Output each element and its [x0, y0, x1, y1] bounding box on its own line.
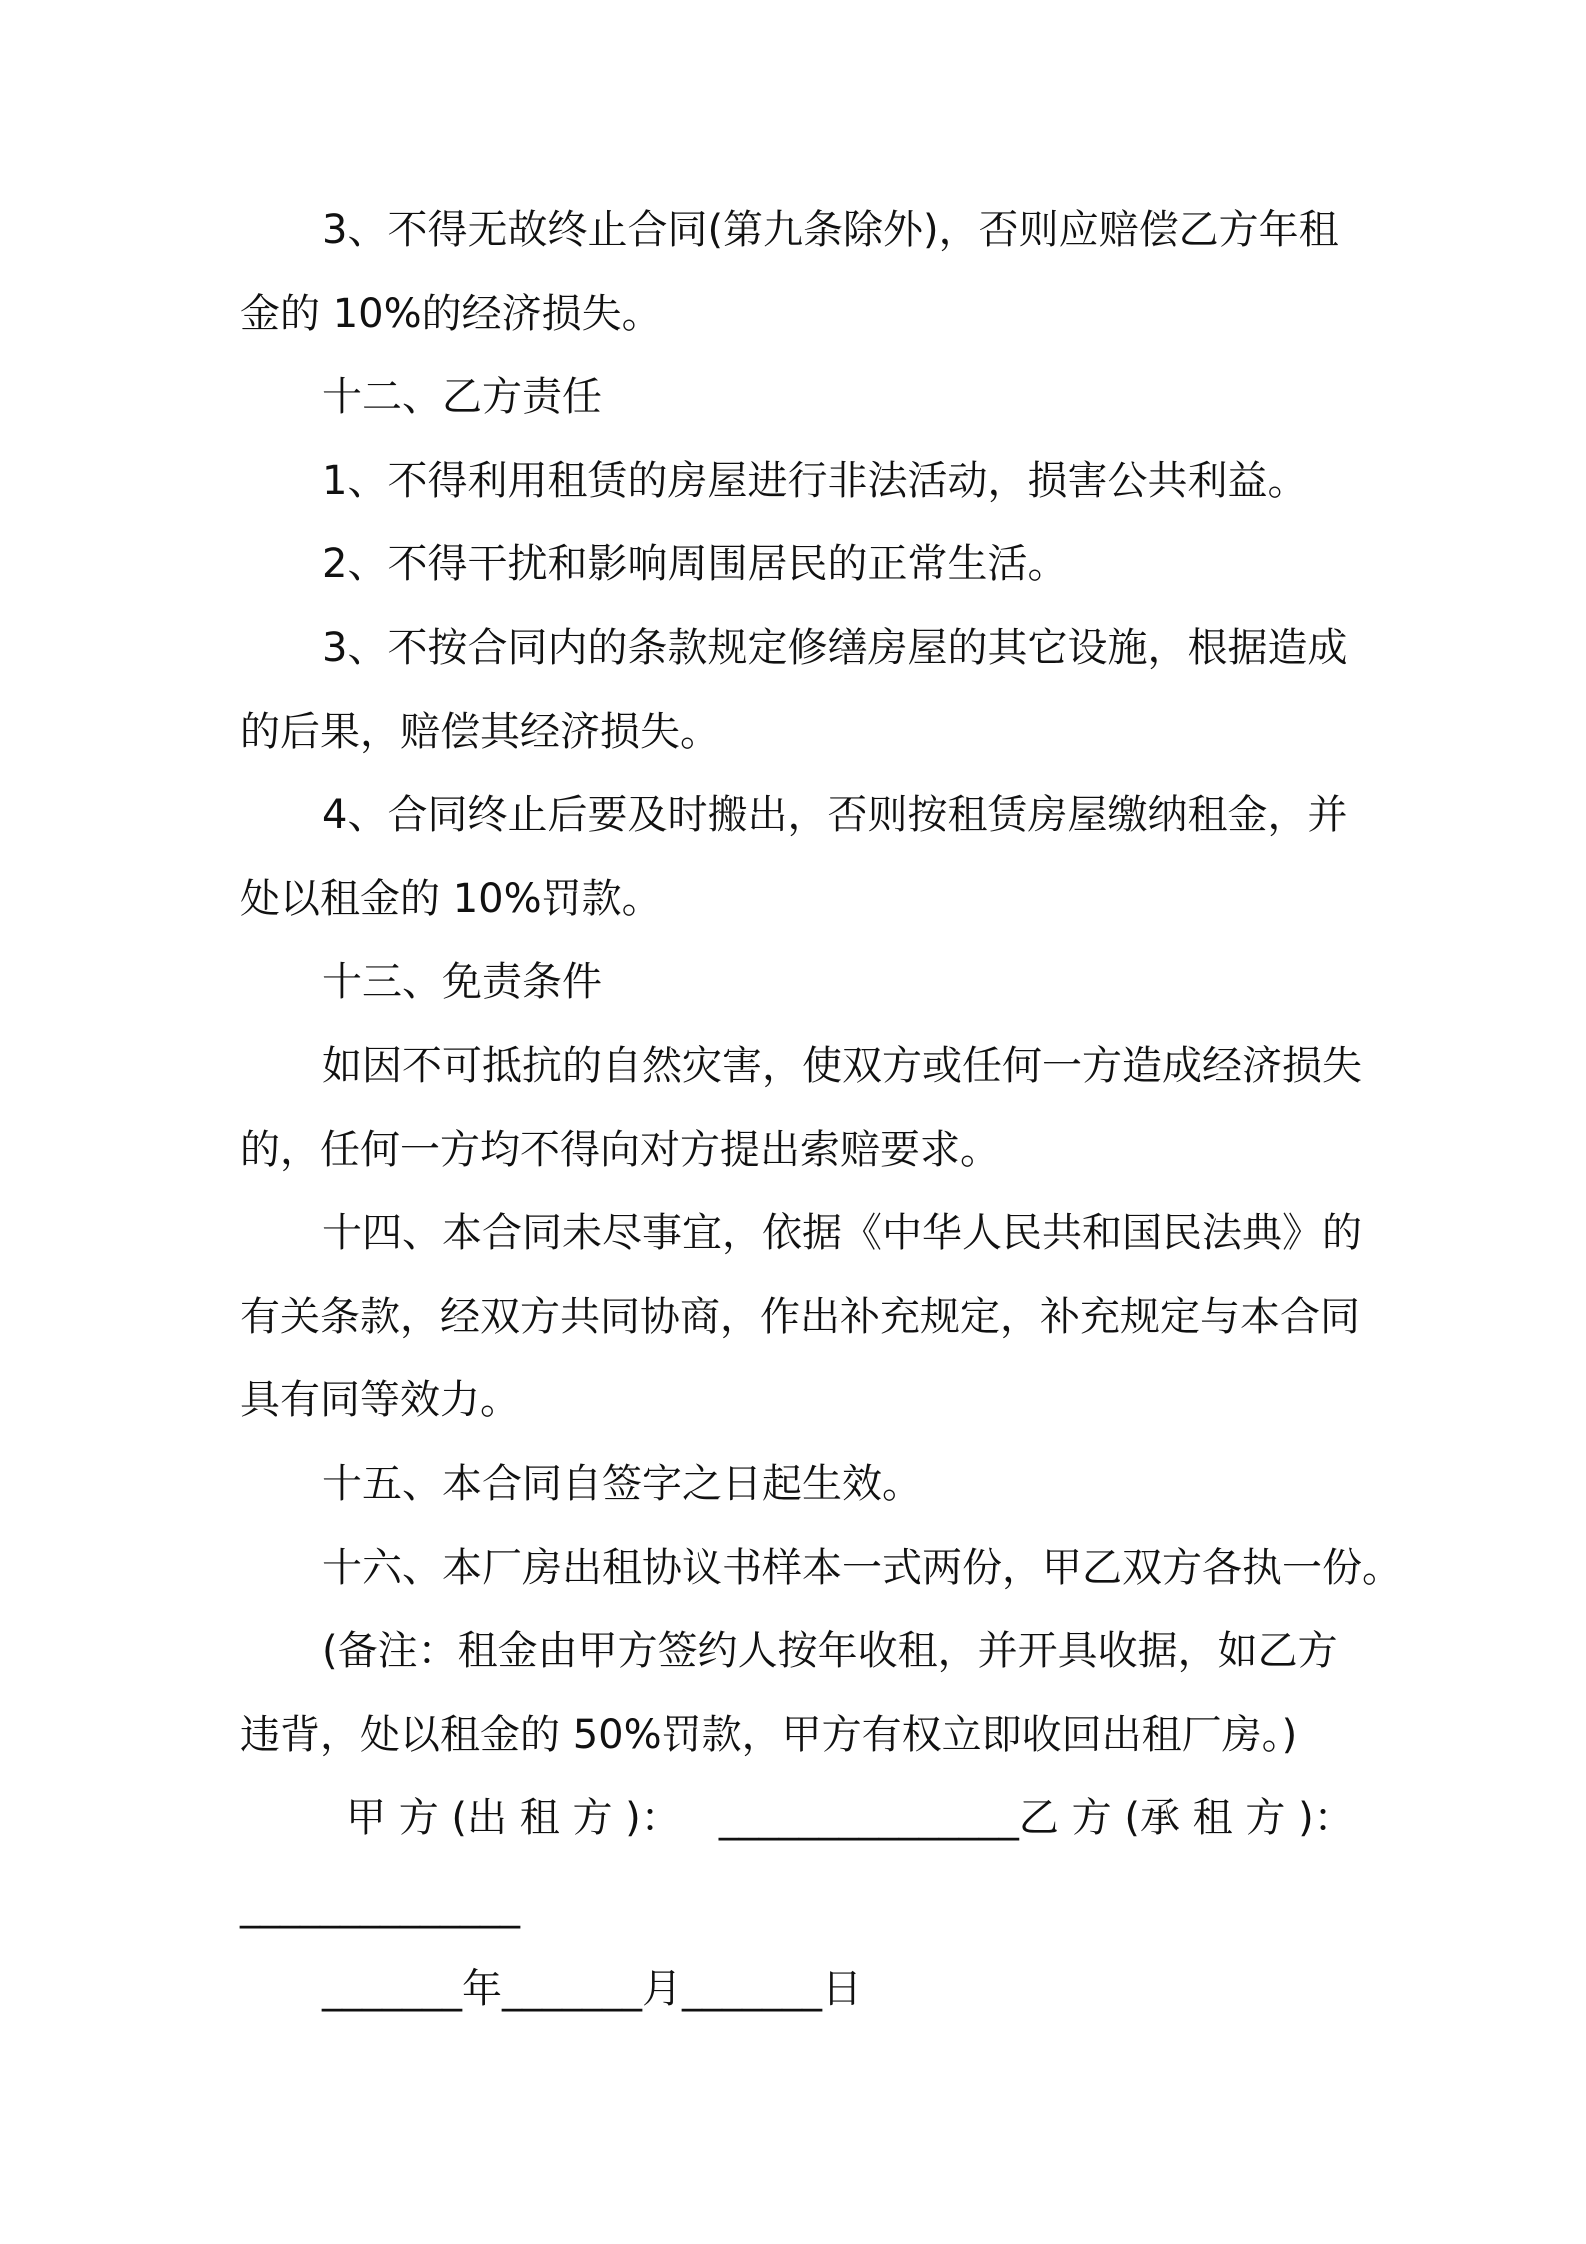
clause-3-line-2: 金的 10%的经济损失。 — [240, 291, 662, 337]
section-13-text-line-2: 的，任何一方均不得向对方提出索赔要求。 — [240, 1127, 1000, 1173]
remark-line-1: (备注：租金由甲方签约人按年收租，并开具收据，如乙方 — [322, 1628, 1338, 1674]
section-12-item-3-line-2: 的后果，赔偿其经济损失。 — [240, 709, 720, 755]
section-16: 十六、本厂房出租协议书样本一式两份，甲乙双方各执一份。 — [322, 1545, 1402, 1591]
section-heading-13: 十三、免责条件 — [322, 959, 602, 1005]
section-12-item-1: 1、不得利用租赁的房屋进行非法活动，损害公共利益。 — [322, 458, 1308, 504]
section-12-item-3-line-1: 3、不按合同内的条款规定修缮房屋的其它设施，根据造成 — [322, 625, 1348, 671]
signature-parties-line: 甲 方 (出 租 方 )： _______________乙 方 (承 租 方 )： — [346, 1795, 1354, 1841]
section-12-item-4-line-1: 4、合同终止后要及时搬出，否则按租赁房屋缴纳租金，并 — [322, 792, 1348, 838]
signature-blank-line: ______________ — [240, 1883, 520, 1929]
remark-line-2: 违背，处以租金的 50%罚款，甲方有权立即收回出租厂房。) — [240, 1712, 1298, 1758]
section-14-line-1: 十四、本合同未尽事宜，依据《中华人民共和国民法典》的 — [322, 1210, 1362, 1256]
section-heading-12: 十二、乙方责任 — [322, 374, 602, 420]
date-line: _______年_______月_______日 — [322, 1966, 862, 2012]
section-12-item-2: 2、不得干扰和影响周围居民的正常生活。 — [322, 541, 1068, 587]
section-12-item-4-line-2: 处以租金的 10%罚款。 — [240, 876, 662, 922]
section-13-text-line-1: 如因不可抵抗的自然灾害，使双方或任何一方造成经济损失 — [322, 1043, 1362, 1089]
section-14-line-3: 具有同等效力。 — [240, 1377, 520, 1423]
section-15: 十五、本合同自签字之日起生效。 — [322, 1461, 922, 1507]
section-14-line-2: 有关条款，经双方共同协商，作出补充规定，补充规定与本合同 — [240, 1294, 1360, 1340]
clause-3-line-1: 3、不得无故终止合同(第九条除外)，否则应赔偿乙方年租 — [322, 207, 1339, 253]
